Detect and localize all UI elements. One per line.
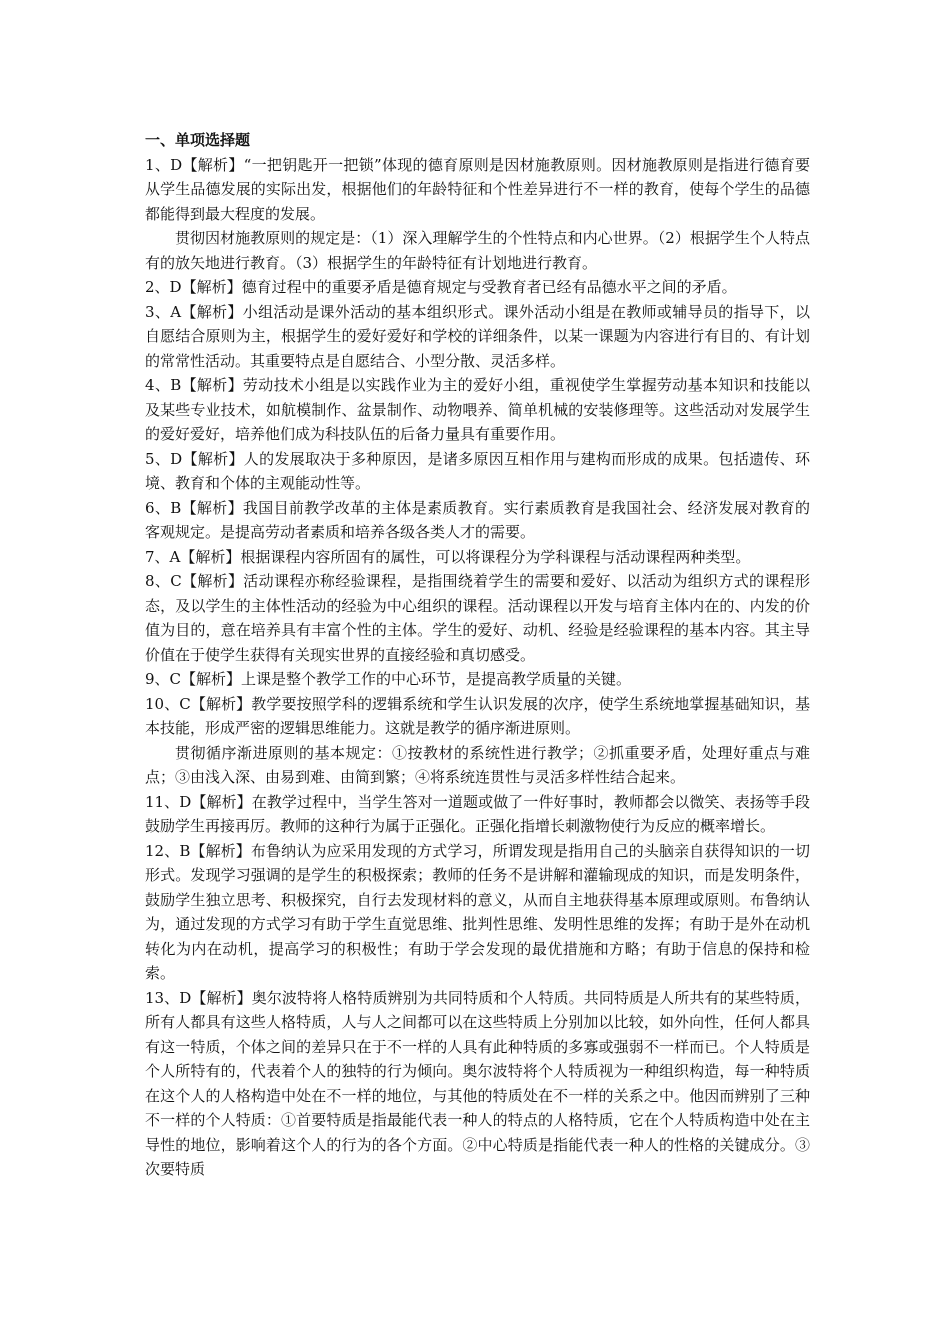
answer-paragraph-11: 11、D【解析】在教学过程中，当学生答对一道题或做了一件好事时，教师都会以微笑、表扬等手段鼓励学生再接再厉。教师的这种行为属于正强化。正强化指增长刺激物使行为反应的概率增长。 [145,792,810,835]
answer-paragraph-5: 5、D【解析】人的发展取决于多种原因，是诸多原因互相作用与建构而形成的成果。包括遗传、环境、教育和个体的主观能动性等。 [145,449,810,492]
document-page [145,128,810,1182]
answer-paragraph-7: 7、A【解析】根据课程内容所固有的属性，可以将课程分为学科课程与活动课程两种类型。 [145,547,751,566]
answer-paragraph-13: 13、D【解析】奥尔波特将人格特质辨别为共同特质和个人特质。共同特质是人所共有的某些特质，所有人都具有这些人格特质，人与人之间都可以在这些特质上分别加以比较，如外向性，任何人都具有这一特质，个体之间的差异只在于不一样的人具有此种特质的多寡或强弱不一样而已。个人特质是个人所特有的，代表着个人的独特的行为倾向。奥尔波特将个人特质视为一种组织构造，每一种特质在这个人的人格构造中处在不一样的地位，与其他的特质处在不一样的关系之中。他因而辨别了三种不一样的个人特质：①首要特质是指最能代表一种人的特点的人格特质，它在个人特质构造中处在主导性的地位，影响着这个人的行为的各个方面。②中心特质是指能代表一种人的性格的关键成分。③次要特质 [145,988,810,1178]
answer-paragraph-9: 9、C【解析】上课是整个教学工作的中心环节，是提高教学质量的关键。 [145,670,632,688]
answer-paragraph-1-note: 贯彻因材施教原则的规定是：（1）深入理解学生的个性特点和内心世界。（2）根据学生个人特点有的放矢地进行教育。（3）根据学生的年龄特征有计划地进行教育。 [145,229,810,272]
answer-paragraph-12: 12、B【解析】布鲁纳认为应采用发现的方式学习，所谓发现是指用自己的头脑亲自获得知识的一切形式。发现学习强调的是学生的积极探索；教师的任务不是讲解和灌输现成的知识，而是发明条件，鼓励学生独立思考、积极探究，自行去发现材料的意义，从而自主地获得基本原理或原则。布鲁纳认为，通过发现的方式学习有助于学生直觉思维、批判性思维、发明性思维的发挥；有助于是外在动机转化为内在动机，提高学习的积极性；有助于学会发现的最优措施和方略；有助于信息的保持和检索。 [145,841,810,982]
answer-paragraph-10-note: 贯彻循序渐进原则的基本规定：①按教材的系统性进行教学；②抓重要矛盾，处理好重点与难点；③由浅入深、由易到难、由简到繁；④将系统连贯性与灵活多样性结合起来。 [145,743,810,786]
section-heading: 一、单项选择题 [145,131,251,149]
answer-paragraph-6: 6、B【解析】我国目前教学改革的主体是素质教育。实行素质教育是我国社会、经济发展对教育的客观规定。是提高劳动者素质和培养各级各类人才的需要。 [145,498,810,541]
answer-paragraph-10: 10、C【解析】教学要按照学科的逻辑系统和学生认识发展的次序，使学生系统地掌握基础知识，基本技能，形成严密的逻辑思维能力。这就是教学的循序渐进原则。 [145,694,810,737]
answer-paragraph-1: 1、D【解析】“一把钥匙开一把锁”体现的德育原则是因材施教原则。因材施教原则是指进行德育要从学生品德发展的实际出发，根据他们的年龄特征和个性差异进行不一样的教育，使每个学生的品德都能得到最大程度的发展。 [145,155,810,223]
answer-paragraph-3: 3、A【解析】小组活动是课外活动的基本组织形式。课外活动小组是在教师或辅导员的指导下，以自愿结合原则为主，根据学生的爱好爱好和学校的详细条件，以某一课题为内容进行有目的、有计划的常常性活动。其重要特点是自愿结合、小型分散、灵活多样。 [145,302,810,370]
answer-paragraph-4: 4、B【解析】劳动技术小组是以实践作业为主的爱好小组，重视使学生掌握劳动基本知识和技能以及某些专业技术，如航模制作、盆景制作、动物喂养、简单机械的安装修理等。这些活动对发展学生的爱好爱好，培养他们成为科技队伍的后备力量具有重要作用。 [145,376,810,443]
answer-paragraph-2: 2、D【解析】德育过程中的重要矛盾是德育规定与受教育者已经有品德水平之间的矛盾。 [145,278,737,296]
answer-paragraph-8: 8、C【解析】活动课程亦称经验课程，是指围绕着学生的需要和爱好、以活动为组织方式的课程形态，及以学生的主体性活动的经验为中心组织的课程。活动课程以开发与培育主体内在的、内发的价值为目的，意在培养具有丰富个性的主体。学生的爱好、动机、经验是经验课程的基本内容。其主导价值在于使学生获得有关现实世界的直接经验和真切感受。 [145,572,810,664]
